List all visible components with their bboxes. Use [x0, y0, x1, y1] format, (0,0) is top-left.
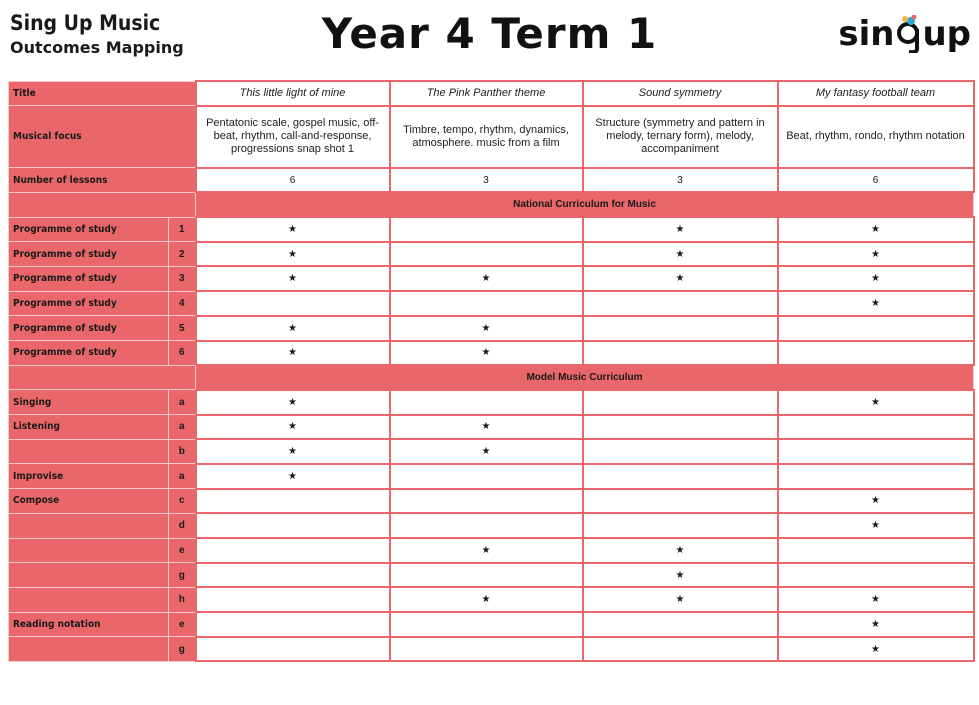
mark-cell — [196, 538, 390, 563]
section-heading: Model Music Curriculum — [196, 365, 974, 390]
star-icon: ★ — [288, 347, 297, 359]
mark-cell — [778, 563, 974, 588]
star-icon: ★ — [288, 322, 297, 334]
star-icon: ★ — [871, 297, 880, 309]
row-label-title: Title — [9, 81, 196, 106]
section-national-curriculum — [9, 192, 974, 217]
column-lessons: 6 — [778, 168, 974, 193]
star-icon: ★ — [675, 594, 685, 606]
mark-cell — [778, 291, 974, 316]
star-icon: ★ — [675, 248, 685, 260]
star-icon: ★ — [871, 618, 880, 630]
mark-cell — [390, 217, 583, 242]
outcome-code: 6 — [169, 341, 196, 366]
outcome-code: d — [169, 513, 196, 538]
column-focus: Beat, rhythm, rondo, rhythm notation — [778, 106, 974, 168]
mark-cell — [778, 390, 974, 415]
mark-cell — [778, 341, 974, 366]
star-icon: ★ — [288, 396, 297, 408]
outcome-code: a — [169, 415, 196, 440]
outcome-label — [9, 637, 169, 662]
star-icon: ★ — [288, 273, 297, 285]
star-icon: ★ — [871, 495, 880, 507]
mark-cell — [583, 563, 778, 588]
mmc-row — [9, 563, 974, 588]
mark-cell — [390, 464, 583, 489]
mark-cell — [390, 415, 583, 440]
programme-row — [9, 217, 974, 242]
section-spacer — [9, 365, 196, 390]
focus-row — [9, 106, 974, 168]
mmc-row — [9, 612, 974, 637]
outcome-code: g — [169, 637, 196, 662]
mark-cell — [583, 341, 778, 366]
outcome-code: e — [169, 612, 196, 637]
mark-cell — [390, 439, 583, 464]
outcome-label: Compose — [9, 489, 169, 514]
star-icon: ★ — [675, 273, 685, 285]
mark-cell — [390, 266, 583, 291]
mark-cell — [583, 316, 778, 341]
outcome-label: Programme of study — [9, 266, 169, 291]
star-icon: ★ — [871, 396, 880, 408]
logo-text-up: up — [922, 14, 971, 54]
mmc-row — [9, 587, 974, 612]
mark-cell — [778, 266, 974, 291]
mark-cell — [196, 489, 390, 514]
mark-cell — [196, 217, 390, 242]
outcome-code: b — [169, 439, 196, 464]
brand-title: Sing Up Music — [10, 11, 161, 35]
mark-cell — [583, 390, 778, 415]
outcome-code: 2 — [169, 242, 196, 267]
star-icon: ★ — [288, 223, 297, 235]
mark-cell — [583, 637, 778, 662]
mark-cell — [778, 316, 974, 341]
mmc-row — [9, 637, 974, 662]
mark-cell — [390, 242, 583, 267]
mark-cell — [390, 563, 583, 588]
mmc-row — [9, 513, 974, 538]
mark-cell — [390, 390, 583, 415]
outcome-label: Singing — [9, 390, 169, 415]
column-title: This little light of mine — [196, 81, 390, 106]
mark-cell — [196, 637, 390, 662]
mmc-row — [9, 464, 974, 489]
star-icon: ★ — [871, 643, 880, 655]
mark-cell — [390, 612, 583, 637]
programme-row — [9, 341, 974, 366]
outcome-code: c — [169, 489, 196, 514]
column-focus: Structure (symmetry and pattern in melody, ternary form), melody, accompaniment — [583, 106, 778, 168]
mark-cell — [196, 587, 390, 612]
mark-cell — [778, 439, 974, 464]
outcome-code: g — [169, 563, 196, 588]
mark-cell — [390, 587, 583, 612]
section-model-music-curriculum — [9, 365, 974, 390]
star-icon: ★ — [481, 273, 491, 285]
mark-cell — [778, 538, 974, 563]
mark-cell — [390, 538, 583, 563]
star-icon: ★ — [871, 273, 880, 285]
outcome-label: Programme of study — [9, 316, 169, 341]
column-title: My fantasy football team — [778, 81, 974, 106]
mark-cell — [778, 637, 974, 662]
outcome-label — [9, 563, 169, 588]
mark-cell — [583, 266, 778, 291]
mark-cell — [778, 489, 974, 514]
mmc-row — [9, 390, 974, 415]
outcome-label — [9, 587, 169, 612]
logo-mark-icon — [895, 15, 921, 53]
outcome-label: Programme of study — [9, 291, 169, 316]
star-icon: ★ — [481, 322, 491, 334]
logo-text-sing: sin — [838, 14, 895, 54]
mark-cell — [390, 489, 583, 514]
mmc-row — [9, 489, 974, 514]
mark-cell — [583, 217, 778, 242]
lessons-row — [9, 168, 974, 193]
column-lessons: 3 — [583, 168, 778, 193]
mark-cell — [196, 390, 390, 415]
mark-cell — [583, 612, 778, 637]
mark-cell — [583, 291, 778, 316]
programme-row — [9, 266, 974, 291]
star-icon: ★ — [481, 446, 491, 458]
mark-cell — [778, 587, 974, 612]
star-icon: ★ — [675, 569, 685, 581]
outcome-code: 3 — [169, 266, 196, 291]
mark-cell — [583, 489, 778, 514]
mark-cell — [390, 316, 583, 341]
mark-cell — [778, 513, 974, 538]
star-icon: ★ — [481, 594, 491, 606]
outcome-code: 4 — [169, 291, 196, 316]
star-icon: ★ — [871, 520, 880, 532]
mark-cell — [583, 415, 778, 440]
column-focus: Timbre, tempo, rhythm, dynamics, atmosphere. music from a film — [390, 106, 583, 168]
outcome-label: Listening — [9, 415, 169, 440]
mark-cell — [196, 316, 390, 341]
mmc-row — [9, 439, 974, 464]
section-spacer — [9, 192, 196, 217]
outcomes-table — [8, 80, 975, 662]
mark-cell — [583, 587, 778, 612]
section-heading: National Curriculum for Music — [196, 192, 974, 217]
outcome-code: a — [169, 464, 196, 489]
column-lessons: 3 — [390, 168, 583, 193]
star-icon: ★ — [871, 594, 880, 606]
outcome-label: Programme of study — [9, 242, 169, 267]
row-label-focus: Musical focus — [9, 106, 196, 168]
column-title: Sound symmetry — [583, 81, 778, 106]
mark-cell — [390, 513, 583, 538]
column-focus: Pentatonic scale, gospel music, off-beat, rhythm, call-and-response, progressions snap shot 1 — [196, 106, 390, 168]
mark-cell — [583, 538, 778, 563]
mark-cell — [196, 612, 390, 637]
outcome-label: Programme of study — [9, 341, 169, 366]
column-title: The Pink Panther theme — [390, 81, 583, 106]
outcome-label — [9, 538, 169, 563]
star-icon: ★ — [871, 223, 880, 235]
mark-cell — [390, 291, 583, 316]
mark-cell — [778, 415, 974, 440]
star-icon: ★ — [288, 248, 297, 260]
outcome-code: h — [169, 587, 196, 612]
programme-row — [9, 291, 974, 316]
star-icon: ★ — [675, 223, 685, 235]
mark-cell — [583, 242, 778, 267]
mark-cell — [583, 439, 778, 464]
mark-cell — [196, 242, 390, 267]
mark-cell — [196, 563, 390, 588]
brand-subtitle: Outcomes Mapping — [10, 38, 184, 57]
mark-cell — [196, 464, 390, 489]
outcome-code: 5 — [169, 316, 196, 341]
mark-cell — [196, 439, 390, 464]
mark-cell — [583, 464, 778, 489]
mark-cell — [390, 341, 583, 366]
row-label-lessons: Number of lessons — [9, 168, 196, 193]
mark-cell — [196, 266, 390, 291]
mark-cell — [778, 612, 974, 637]
outcome-label — [9, 513, 169, 538]
mark-cell — [778, 464, 974, 489]
outcome-label: Programme of study — [9, 217, 169, 242]
programme-row — [9, 242, 974, 267]
star-icon: ★ — [481, 544, 491, 556]
outcome-code: 1 — [169, 217, 196, 242]
star-icon: ★ — [481, 421, 491, 433]
mark-cell — [583, 513, 778, 538]
star-icon: ★ — [288, 446, 297, 458]
star-icon: ★ — [675, 544, 685, 556]
mark-cell — [778, 242, 974, 267]
star-icon: ★ — [288, 470, 297, 482]
mmc-row — [9, 538, 974, 563]
outcome-label: Reading notation — [9, 612, 169, 637]
programme-row — [9, 316, 974, 341]
outcome-code: e — [169, 538, 196, 563]
page-title: Year 4 Term 1 — [321, 9, 658, 58]
mark-cell — [778, 217, 974, 242]
star-icon: ★ — [871, 248, 880, 260]
singup-logo — [838, 14, 971, 54]
mark-cell — [196, 291, 390, 316]
star-icon: ★ — [481, 347, 491, 359]
mmc-row — [9, 415, 974, 440]
title-row — [9, 81, 974, 106]
mark-cell — [196, 415, 390, 440]
outcome-label — [9, 439, 169, 464]
outcome-code: a — [169, 390, 196, 415]
outcome-label: Improvise — [9, 464, 169, 489]
mark-cell — [196, 513, 390, 538]
mark-cell — [196, 341, 390, 366]
mark-cell — [390, 637, 583, 662]
star-icon: ★ — [288, 421, 297, 433]
column-lessons: 6 — [196, 168, 390, 193]
